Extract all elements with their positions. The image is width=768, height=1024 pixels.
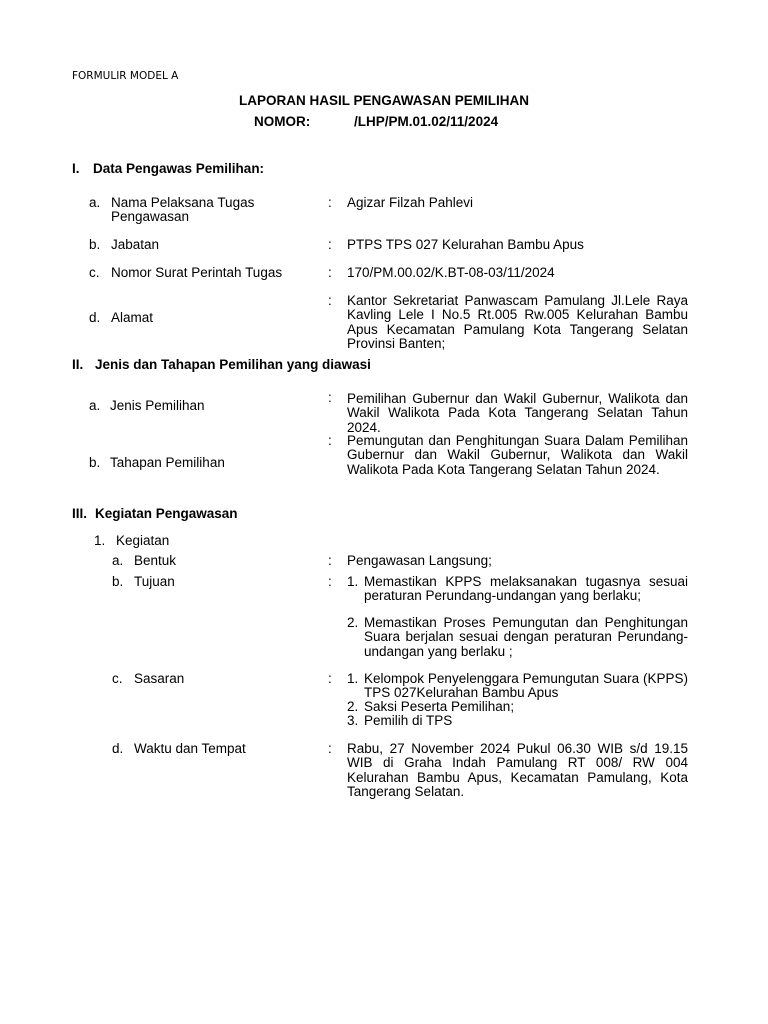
- row-value-nama: Agizar Filzah Pahlevi: [347, 195, 474, 210]
- colon-separator: :: [328, 195, 332, 210]
- row-letter: b.: [112, 574, 124, 589]
- row-letter: b.: [89, 237, 101, 252]
- list-item: [347, 672, 688, 701]
- item-label: Kegiatan: [116, 533, 170, 548]
- row-value-jenis: Pemilihan Gubernur dan Wakil Gubernur, Walikota dan Wakil Walikota Pada Kota Tangerang Selatan Tahun 2024.: [347, 391, 688, 435]
- row-letter: c.: [112, 671, 123, 686]
- list-number: 1.: [347, 671, 359, 686]
- row-label: Tahapan Pemilihan: [110, 455, 225, 470]
- row-label: Jenis Pemilihan: [110, 398, 205, 413]
- colon-separator: :: [328, 671, 332, 686]
- row-label: Sasaran: [134, 671, 185, 686]
- document-title: LAPORAN HASIL PENGAWASAN PEMILIHAN: [238, 93, 530, 108]
- nomor-value: /LHP/PM.01.02/11/2024: [354, 114, 499, 129]
- colon-separator: :: [328, 574, 332, 589]
- row-label: Jabatan: [111, 237, 160, 252]
- section-1-roman: I.: [72, 161, 80, 176]
- row-letter: a.: [89, 195, 101, 210]
- list-number: 2.: [347, 699, 359, 714]
- colon-separator: :: [328, 265, 332, 280]
- section-3-roman: III.: [72, 506, 88, 521]
- row-label: Bentuk: [134, 553, 177, 568]
- row-value-tahapan: Pemungutan dan Penghitungan Suara Dalam Pemilihan Gubernur dan Wakil Gubernur, Walikota dan Wakil Walikota Pada Kota Tangerang Selatan Tahun 2024.: [347, 433, 688, 477]
- nomor-label: NOMOR:: [254, 114, 311, 129]
- row-letter: a.: [112, 553, 124, 568]
- section-2-title: Jenis dan Tahapan Pemilihan yang diawasi: [95, 357, 371, 372]
- section-1-title: Data Pengawas Pemilihan:: [93, 161, 265, 176]
- row-value-alamat: Kantor Sekretariat Panwascam Pamulang Jl.Lele Raya Kavling Lele I No.5 Rt.005 Rw.005 Kelurahan Bambu Apus Kecamatan Pamulang Kota Tangerang Selatan Provinsi Banten;: [347, 293, 688, 352]
- row-letter: a.: [89, 398, 101, 413]
- row-value-waktu: Rabu, 27 November 2024 Pukul 06.30 WIB s/d 19.15 WIB di Graha Indah Pamulang RT 008/ RW 004 Kelurahan Bambu Apus, Kecamatan Pamulang, Kota Tangerang Selatan.: [347, 741, 688, 800]
- list-text: Saksi Peserta Pemilihan;: [364, 699, 515, 714]
- colon-separator: :: [328, 741, 332, 756]
- colon-separator: :: [328, 390, 332, 405]
- list-text: Memastikan KPPS melaksanakan tugasnya sesuai peraturan Perundang-undangan yang berlaku;: [364, 574, 688, 604]
- row-value-nomor-surat: 170/PM.00.02/K.BT-08-03/11/2024: [347, 265, 555, 280]
- section-3-title: Kegiatan Pengawasan: [95, 506, 238, 521]
- row-label: Nomor Surat Perintah Tugas: [111, 265, 283, 280]
- section-2-roman: II.: [72, 357, 84, 372]
- list-number: 1.: [347, 574, 359, 589]
- list-item: [347, 714, 688, 728]
- row-value-jabatan: PTPS TPS 027 Kelurahan Bambu Apus: [347, 237, 584, 252]
- list-number: 3.: [347, 713, 359, 728]
- row-letter: d.: [89, 310, 101, 325]
- form-model-label: FORMULIR MODEL A: [72, 70, 179, 82]
- list-item: [347, 616, 688, 659]
- colon-separator: :: [328, 553, 332, 568]
- row-value-bentuk: Pengawasan Langsung;: [347, 553, 492, 568]
- row-label-continued: Pengawasan: [111, 209, 190, 224]
- colon-separator: :: [328, 237, 332, 252]
- list-text: Kelompok Penyelenggara Pemungutan Suara (KPPS) TPS 027Kelurahan Bambu Apus: [364, 671, 688, 701]
- list-text: Memastikan Proses Pemungutan dan Penghitungan Suara berjalan sesuai dengan peraturan Perundang-undangan yang berlaku ;: [364, 615, 688, 659]
- list-text: Pemilih di TPS: [364, 713, 453, 728]
- row-label: Waktu dan Tempat: [134, 741, 246, 756]
- row-label: Alamat: [111, 310, 154, 325]
- colon-separator: :: [328, 433, 332, 448]
- colon-separator: :: [328, 293, 332, 308]
- item-number: 1.: [94, 533, 106, 548]
- row-letter: d.: [112, 741, 124, 756]
- row-letter: c.: [89, 265, 100, 280]
- list-item: [347, 575, 688, 604]
- row-label: Nama Pelaksana Tugas: [111, 195, 255, 210]
- list-number: 2.: [347, 615, 359, 630]
- row-letter: b.: [89, 455, 101, 470]
- row-label: Tujuan: [134, 574, 175, 589]
